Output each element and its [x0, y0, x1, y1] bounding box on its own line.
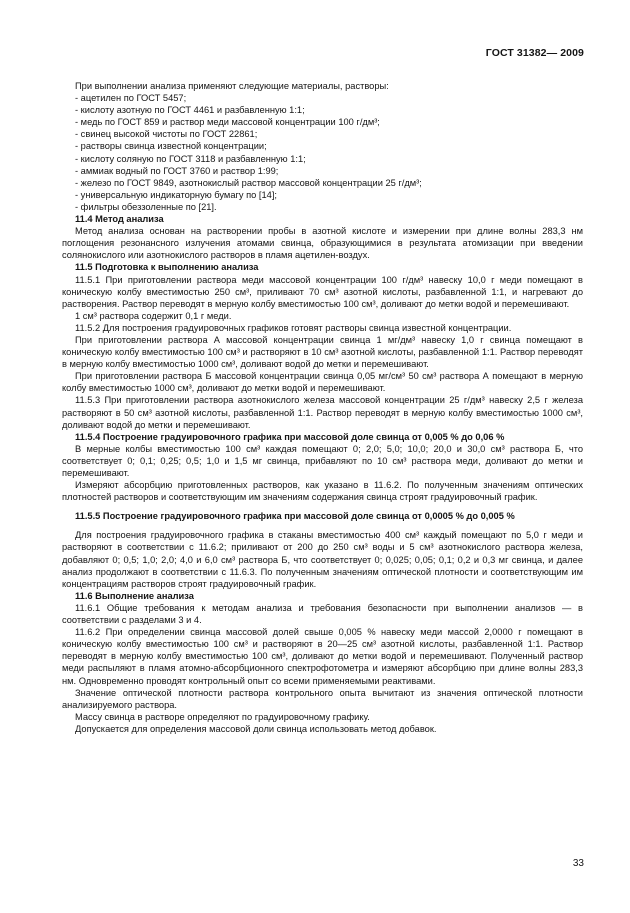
material-item: - растворы свинца известной концентрации;	[75, 141, 267, 152]
paragraph: В мерные колбы вместимостью 100 см³ каждая помещают 0; 2,0; 5,0; 10,0; 20,0 и 30,0 см³ раствора Б, что соответствует 0; 0,1; 0,25; 0,5; 1,0 и 1,5 мг свинца, прибавляют по 10 см³ раствора меди, доливают до метки и перемешивают.	[62, 443, 583, 478]
paragraph: Массу свинца в растворе определяют по градуировочному графику.	[75, 711, 370, 722]
material-item: - медь по ГОСТ 859 и раствор меди массовой концентрации 100 г/дм³;	[75, 117, 380, 128]
paragraph: 11.5.3 При приготовлении раствора азотнокислого железа массовой концентрации 25 г/дм³ навеску 2,5 г железа растворяют в 50 см³ азотной кислоты, разбавленной 1:1. Раствор переводят в мерную колбу вместимостью 1000 см³, доливают водой до метки и перемешивают.	[62, 395, 583, 430]
page-number: 33	[572, 858, 584, 869]
section-heading-11-4: 11.4 Метод анализа	[75, 214, 164, 225]
spacer	[62, 503, 583, 510]
paragraph: Измеряют абсорбцию приготовленных растворов, как указано в 11.6.2. По полученным значениям оптических плотностей растворов и соответствующим им значениям содержания свинца строят градуировочный график.	[62, 480, 583, 503]
document-header: ГОСТ 31382— 2009	[485, 47, 584, 59]
section-heading-11-6: 11.6 Выполнение анализа	[75, 590, 194, 601]
material-item: - кислоту соляную по ГОСТ 3118 и разбавленную 1:1;	[75, 153, 306, 164]
material-item: - фильтры обеззоленные по [21].	[75, 201, 217, 212]
paragraph: Допускается для определения массовой доли свинца использовать метод добавок.	[75, 723, 437, 734]
material-item: - кислоту азотную по ГОСТ 4461 и разбавленную 1:1;	[75, 105, 305, 116]
paragraph: 11.5.2 Для построения градуировочных графиков готовят растворы свинца известной концентрации.	[75, 322, 512, 333]
materials-intro: При выполнении анализа применяют следующие материалы, растворы:	[75, 81, 389, 91]
document-body	[62, 80, 583, 735]
paragraph: При приготовлении раствора Б массовой концентрации свинца 0,05 мг/см³ 50 см³ раствора А помещают в мерную колбу вместимостью 1000 см³, доливают до метки водой и перемешивают.	[62, 371, 583, 394]
paragraph: Значение оптической плотности раствора контрольного опыта вычитают из значения оптической плотности анализируемого раствора.	[62, 687, 583, 710]
material-item: - ацетилен по ГОСТ 5457;	[75, 93, 187, 104]
paragraph: При приготовлении раствора А массовой концентрации свинца 1 мг/дм³ навеску 1,0 г свинца помещают в коническую колбу вместимостью 100 см³ и растворяют в 10 см³ азотной кислоты, разбавленной 1:1. Раствор переводят в мерную колбу вместимостью 1000 см³, доливают водой до метки и перемешивают.	[62, 334, 583, 370]
paragraph: 11.6.1 Общие требования к методам анализа и требования безопасности при выполнении анализов — в соответствии с разделами 3 и 4.	[62, 602, 583, 626]
material-item: - железо по ГОСТ 9849, азотнокислый раствор массовой концентрации 25 г/дм³;	[75, 177, 422, 188]
paragraph: Метод анализа основан на растворении пробы в азотной кислоте и измерении при длине волны 283,3 нм поглощения резонансного излучения атомами свинца, образующимися в результата атомизации при введении солянокислого или азотнокислого растворов в пламя ацетилен-воздух.	[62, 226, 583, 261]
paragraph: Для построения градуировочного графика в стаканы вместимостью 400 см³ каждый помещают по 5,0 г меди и растворяют в соответствии с 11.6.2; приливают от 200 до 250 см³ воды и 5 см³ азотнокислого раствора железа, добавляют 0; 0,5; 1,0; 2,0; 4,0 и 6,0 см³ раствора Б, что соответствует 0; 0,025; 0,05; 0,1; 0,2 и 0,3 мг свинца, и далее анализ продолжают в соответствии с 11.6.3. По полученным значениям оптической плотности и соответствующим им концентрациям растворов строят градуировочный график.	[62, 530, 583, 589]
section-heading-11-5: 11.5 Подготовка к выполнению анализа	[75, 262, 259, 273]
material-item: - универсальную индикаторную бумагу по [14];	[75, 189, 277, 200]
paragraph: 1 см³ раствора содержит 0,1 г меди.	[75, 310, 232, 321]
paragraph: 11.5.1 При приготовлении раствора меди массовой концентрации 100 г/дм³ навеску 10,0 г меди помещают в коническую колбу вместимостью 250 см³, приливают 70 см³ азотной кислоты, разбавленной 1:1, и нагревают до растворения. Раствор переводят в мерную колбу вместимостью 100 см³, доливают до метки водой и перемешивают.	[62, 274, 583, 309]
material-item: - свинец высокой чистоты по ГОСТ 22861;	[75, 129, 258, 140]
subsection-heading-11-5-5: 11.5.5 Построение градуировочного графика при массовой доле свинца от 0,0005 % до 0,005 %	[75, 511, 515, 522]
material-item: - аммиак водный по ГОСТ 3760 и раствор 1:99;	[75, 165, 279, 176]
spacer	[62, 522, 583, 529]
paragraph: 11.6.2 При определении свинца массовой долей свыше 0,005 % навеску меди массой 2,0000 г помещают в коническую колбу вместимостью 100 см³ и растворяют в 20—25 см³ азотной кислоты, разбавленной 1:1. Раствор переводят в мерную колбу вместимостью 100 см³, доливают до метки водой и перемешивают. Полученный раствор меди распыляют в пламя атомно-абсорбционного спектрофотометра и измеряют абсорбцию при длине волны 283,3 нм. Одновременно проводят контрольный опыт со всеми применяемыми реактивами.	[62, 627, 583, 686]
subsection-heading-11-5-4: 11.5.4 Построение градуировочного графика при массовой доле свинца от 0,005 % до 0,06 %	[75, 431, 505, 442]
